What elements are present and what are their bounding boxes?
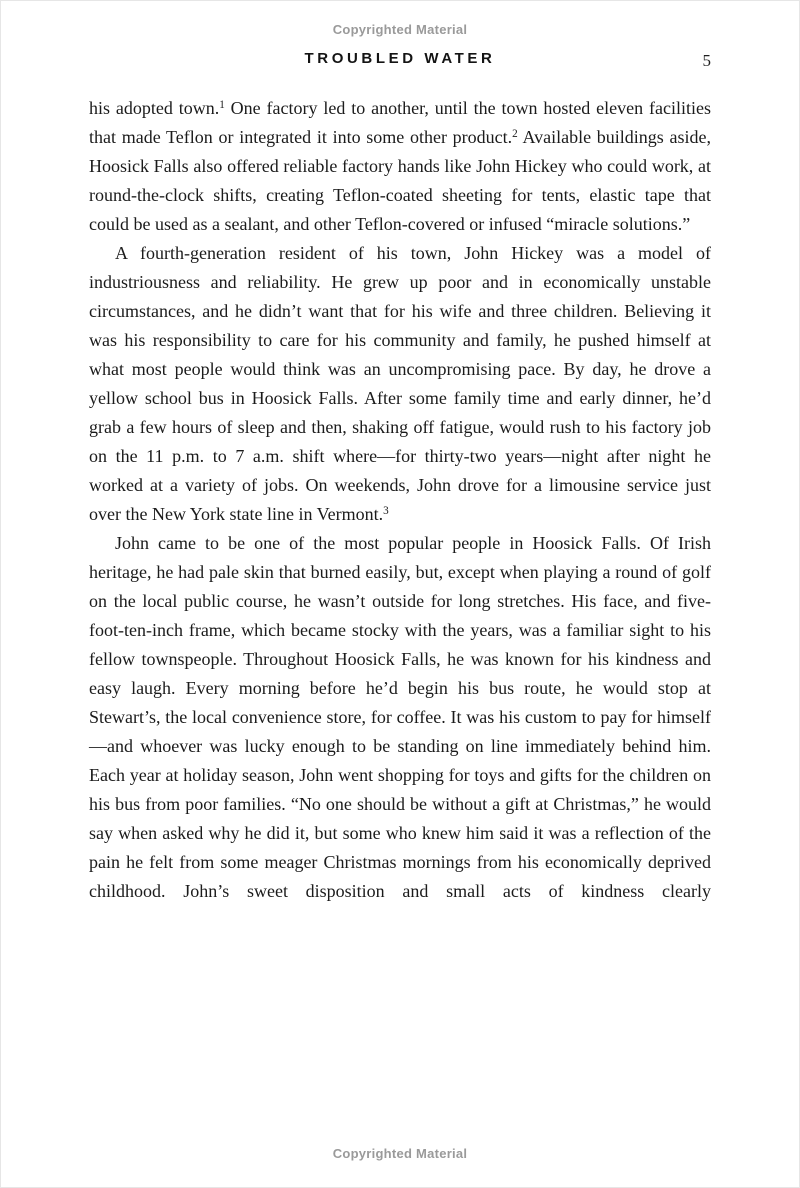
running-head-title: TROUBLED WATER [304,50,496,67]
footnote-ref-1: 1 [219,99,225,112]
page-number: 5 [702,51,711,70]
paragraph-3 [89,529,711,906]
paragraph-text: One factory led to another, until the town hosted eleven facilities that made Teflon or integrated it into some other product. [89,98,711,147]
footnote-ref-2: 2 [512,128,518,141]
copyright-notice-bottom: Copyrighted Material [332,1146,468,1161]
paragraph-1 [89,94,711,239]
paragraph-text: A fourth-generation resident of his town, John Hickey was a model of industriousness and reliability. He grew up poor and in economically unstable circumstances, and he didn’t want that for his wife and three children. Believing it was his responsibility to care for his community and family, he pushed himself at what most people would think was an uncompromising pace. By day, he drove a yellow school bus in Hoosick Falls. After some family time and early dinner, he’d grab a few hours of sleep and then, shaking off fatigue, would rush to his factory job on the 11 p.m. to 7 a.m. shift where—for thirty-two years—night after night he worked at a variety of jobs. On weekends, John drove for a limousine service just over the New York state line in Vermont. [89,243,711,524]
paragraph-text: John came to be one of the most popular people in Hoosick Falls. Of Irish heritage, he had pale skin that burned easily, but, except when playing a round of golf on the local public course, he wasn’t outside for long stretches. His face, and five-foot-ten-inch frame, which became stocky with the years, was a familiar sight to his fellow townspeople. Throughout Hoosick Falls, he was known for his kindness and easy laugh. Every morning before he’d begin his bus route, he would stop at Stewart’s, the local convenience store, for coffee. It was his custom to pay for himself—and whoever was lucky enough to be standing on line immediately behind him. Each year at holiday season, John went shopping for toys and gifts for the children on his bus from poor families. “No one should be without a gift at Christmas,” he would say when asked why he did it, but some who knew him said it was a reflection of the pain he felt from some meager Christmas mornings from his economically deprived childhood. John’s sweet disposition and small acts of kindness clearly [89,533,711,901]
paragraph-text: Available buildings aside, Hoosick Falls also offered reliable factory hands like John Hickey who could work, at round-the-clock shifts, creating Teflon-coated sheeting for tents, elastic tape that could be used as a sealant, and other Teflon-covered or infused “miracle solutions.” [89,127,712,234]
page-body [89,94,711,906]
running-header [89,50,711,68]
footnote-ref-3: 3 [383,505,389,518]
copyright-notice-top: Copyrighted Material [332,22,468,37]
paragraph-2 [89,239,711,529]
paragraph-text: his adopted town. [89,98,220,118]
